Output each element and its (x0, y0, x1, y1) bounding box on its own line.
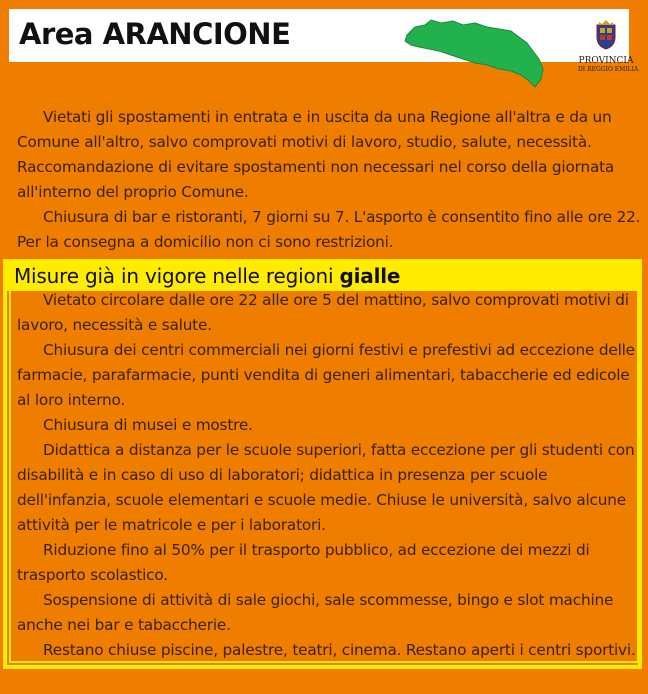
yellow-rules-section (17, 288, 641, 663)
logo-text-reggio: DI REGGIO EMILIA (578, 66, 639, 73)
coat-of-arms-icon (589, 19, 623, 51)
yellow-section-header (7, 263, 638, 291)
list-item: Vietati gli spostamenti in entrata e in uscita da una Regione all'altra e da un Comune all'altro, salvo comprovati motivi di lavoro, studio, salute, necessità. Raccomandazione di evitare spostamenti non necessari nel corso della giornata all'interno del proprio Comune. (17, 108, 615, 201)
list-item: Didattica a distanza per le scuole superiori, fatta eccezione per gli studenti con disabilità e in caso di uso di laboratori; didattica in presenza per scuole dell'infanzia, scuole elementari e scuole medie. Chiuse le università, salvo alcune attività per le matricole e per i laboratori. (17, 441, 635, 534)
list-item: Riduzione fino al 50% per il trasporto pubblico, ad eccezione dei mezzi di trasporto scolastico. (17, 541, 590, 584)
emilia-romagna-map-icon (401, 17, 551, 99)
page-title: Area ARANCIONE (19, 17, 291, 51)
yellow-section-title: Misure già in vigore nelle regioni gialle (14, 264, 401, 288)
orange-rules-section (17, 105, 641, 255)
list-item: Chiusura di musei e mostre. (43, 416, 253, 434)
province-logo (578, 19, 639, 73)
list-item: Restano chiuse piscine, palestre, teatri, cinema. Restano aperti i centri sportivi. (43, 641, 636, 659)
logo-text-provincia: PROVINCIA (578, 56, 634, 66)
list-item: Chiusura di bar e ristoranti, 7 giorni su 7. L'asporto è consentito fino alle ore 22. Per la consegna a domicilio non ci sono restrizioni. (17, 208, 641, 251)
header-banner (9, 9, 639, 73)
list-item: Sospensione di attività di sale giochi, sale scommesse, bingo e slot machine anche nei bar e tabaccherie. (17, 591, 614, 634)
list-item: Vietato circolare dalle ore 22 alle ore 5 del mattino, salvo comprovati motivi di lavoro, necessità e salute. (17, 291, 629, 334)
list-item: Chiusura dei centri commerciali nei giorni festivi e prefestivi ad eccezione delle farmacie, parafarmacie, punti vendita di generi alimentari, tabaccherie ed edicole al loro interno. (17, 341, 635, 409)
